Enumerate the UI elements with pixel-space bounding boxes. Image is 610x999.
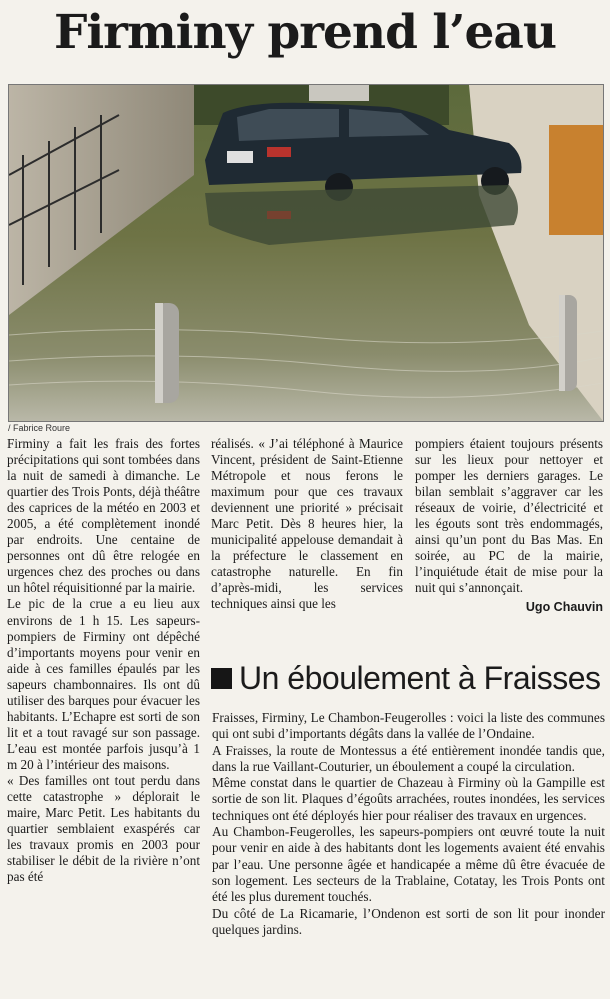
paragraph: Fraisses, Firminy, Le Chambon-Feugerolles : voici la liste des communes qui ont subi d’importants dégâts dans la vallée de l’Ondaine. — [212, 710, 605, 742]
paragraph: Du côté de La Ricamarie, l’Ondenon est sorti de son lit pour inonder quelques jardins. — [212, 905, 605, 937]
article-column-2 — [211, 436, 403, 613]
paragraph: Firminy a fait les frais des fortes précipitations qui sont tombées dans la nuit de samedi à dimanche. Le quartier des Trois Ponts, déjà théâtre des caprices de la météo en 2003 et 2005, a été complètement inondé par endroits. Une centaine de personnes ont dû être relogée en urgences chez des proches ou dans un hôtel réquisitionné par la mairie. — [7, 436, 200, 596]
section-heading — [211, 656, 606, 700]
article-2-body — [212, 710, 605, 938]
paragraph: Même constat dans le quartier de Chazeau à Firminy où la Gampille est sortie de son lit. Plaques d’égoûts arrachées, routes inondées, les services techniques ont été déployés hier pour réaliser des travaux en urgences. — [212, 775, 605, 823]
article-column-3 — [415, 436, 603, 616]
paragraph: Au Chambon-Feugerolles, les sapeurs-pompiers ont œuvré toute la nuit pour venir en aide à des habitants dont les logements avaient été envahis par l’eau. Une personne âgée et handicapée a même dû être évacuée de son logement. Les secteurs de la Trablaine, Cotatay, les Trois Ponts ont été les plus durement touchés. — [212, 824, 605, 905]
paragraph: Le pic de la crue a eu lieu aux environs de 1 h 15. Les sapeurs-pompiers de Firminy ont dépêché d’importants moyens pour venir en aide à ces familles épaulés par les sapeurs chambonnaires. Ils ont dû utiliser des barques pour évacuer les habitants. L’Echapre est sorti de son lit et a tout ravagé sur son passage. L’eau est montée parfois jusqu’à 1 m 20 à l’intérieur des maisons. — [7, 596, 200, 772]
article-column-1 — [7, 436, 200, 885]
square-bullet-icon — [211, 668, 232, 689]
paragraph: « Des familles ont tout perdu dans cette catastrophe » déplorait le maire, Marc Petit. Les habitants du quartier semblaient exaspérés car les travaux promis en 2003 pour stabiliser le débit de la rivière n’ont pas été — [7, 772, 200, 885]
photo-credit: / Fabrice Roure — [8, 423, 71, 433]
paragraph: A Fraisses, la route de Montessus a été entièrement inondée tandis que, dans la rue Vaillant-Couturier, un éboulement a coupé la circulation. — [212, 742, 605, 774]
author-signature: Ugo Chauvin — [525, 600, 603, 615]
flood-photo — [8, 84, 604, 422]
paragraph: réalisés. « J’ai téléphoné à Maurice Vincent, président de Saint-Etienne Métropole et nous ferons le maximum pour que ces travaux deviennent une priorité » précisait Marc Petit. Dès 8 heures hier, la municipalité appelouse demandait à la préfecture le classement en catastrophe naturelle. En fin d’après-midi, les services techniques ainsi que les — [211, 436, 403, 612]
section-title: Un éboulement à Fraisses — [239, 660, 601, 696]
headline: Firminy prend l’eau — [53, 5, 557, 60]
paragraph: pompiers étaient toujours présents sur les lieux pour nettoyer et pomper les derniers garages. Le bilan semblait s’aggraver car les réseaux de voirie, d’électricité et les égouts sont très endommagés, ainsi qu’un pont du Bas Mas. En soirée, au PC de la mairie, l’inquiétude était de mise pour la nuit qui s’annonçait. — [415, 436, 603, 596]
